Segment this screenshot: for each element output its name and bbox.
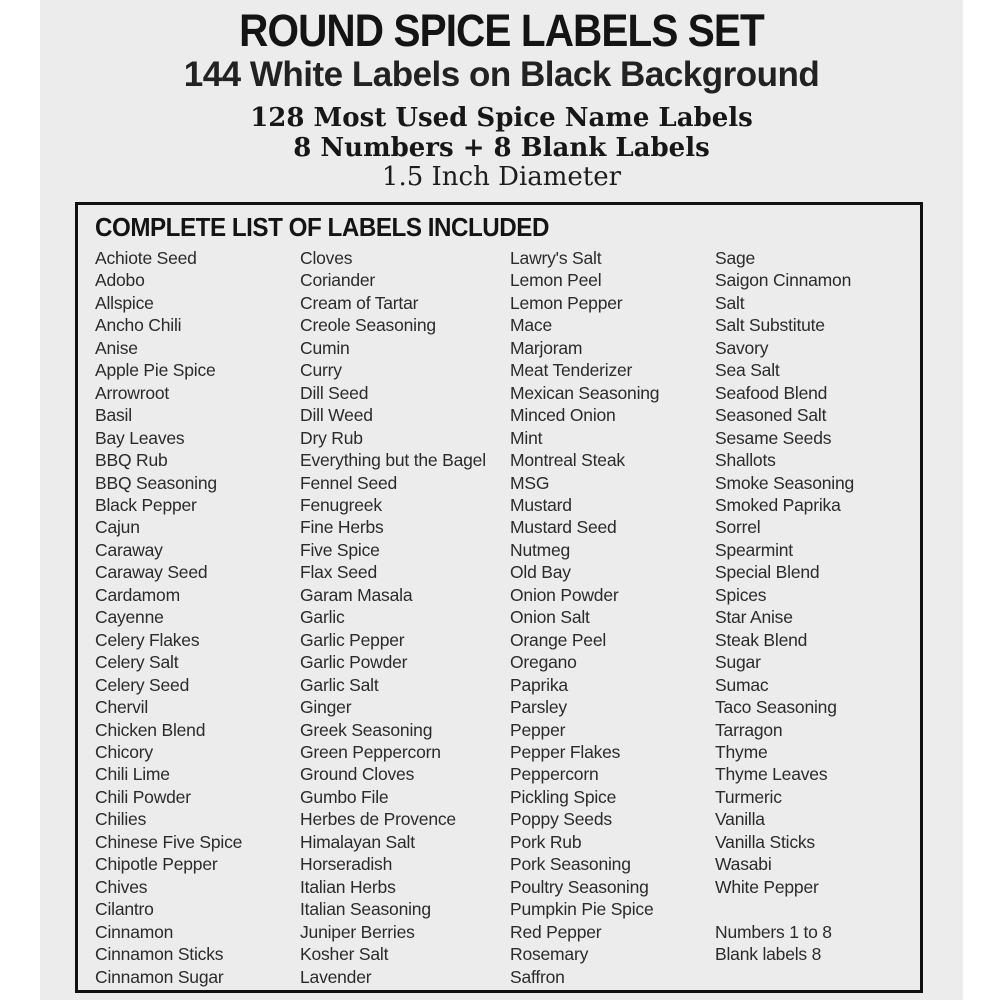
spice-label-item: Pumpkin Pie Spice <box>510 899 654 920</box>
spice-label-item: Seasoned Salt <box>715 405 827 426</box>
spice-label-item: Cream of Tartar <box>300 292 419 313</box>
spice-label-item: Cloves <box>300 248 353 268</box>
spice-label-item: Special Blend <box>715 562 820 583</box>
spice-label-item: Saffron <box>510 966 565 987</box>
spice-label-item: Nutmeg <box>510 539 571 560</box>
spice-label-item: Lavender <box>300 966 372 987</box>
spice-label-item: Vanilla Sticks <box>715 831 815 852</box>
spice-label-item: Apple Pie Spice <box>95 360 216 381</box>
spice-label-item: Blank labels 8 <box>715 944 822 965</box>
feature-line-spice-count: 128 Most Used Spice Name Labels <box>250 103 753 133</box>
spice-label-item: Pork Rub <box>510 831 582 852</box>
spice-label-item: Saigon Cinnamon <box>715 270 852 291</box>
label-columns <box>78 247 920 988</box>
spice-label-item: Chives <box>95 876 148 897</box>
spice-label-item: Cinnamon <box>95 921 174 942</box>
spice-label-item: Pepper Flakes <box>510 741 621 762</box>
spice-label-item: Celery Salt <box>95 652 179 673</box>
spice-label-item: Garlic Salt <box>300 674 379 695</box>
feature-line-diameter: 1.5 Inch Diameter <box>381 162 622 192</box>
label-list-box <box>75 202 923 993</box>
spice-label-item: Paprika <box>510 674 568 695</box>
spice-label-item: BBQ Rub <box>95 450 168 471</box>
spice-label-item: Arrowroot <box>95 382 170 403</box>
spice-label-item: Garlic <box>300 607 345 628</box>
spice-label-item: Thyme Leaves <box>715 764 828 785</box>
spice-label-item: BBQ Seasoning <box>95 472 217 493</box>
spice-label-item: Tarragon <box>715 719 783 740</box>
spice-label-item: Fennel Seed <box>300 472 398 493</box>
label-column-2 <box>300 247 510 988</box>
label-column-1 <box>95 247 300 988</box>
spice-label-item: Sugar <box>715 652 761 673</box>
spice-label-item: Mace <box>510 315 552 336</box>
spice-label-item: Taco Seasoning <box>715 697 837 718</box>
feature-line-numbers-blanks: 8 Numbers + 8 Blank Labels <box>293 133 710 163</box>
spice-label-item: Sesame Seeds <box>715 427 832 448</box>
spice-label-item: Horseradish <box>300 854 393 875</box>
spice-label-item: Marjoram <box>510 337 583 358</box>
spice-label-item: Greek Seasoning <box>300 719 433 740</box>
spice-label-item: Ginger <box>300 697 352 718</box>
label-column-3 <box>510 247 715 988</box>
spice-label-item: Black Pepper <box>95 494 197 515</box>
spice-label-item: Salt <box>715 292 745 313</box>
spice-label-item: Vanilla <box>715 809 765 830</box>
spice-label-item: Himalayan Salt <box>300 831 415 852</box>
spice-label-item: Numbers 1 to 8 <box>715 921 832 942</box>
spice-label-item: Chinese Five Spice <box>95 831 243 852</box>
spice-label-item: Garlic Powder <box>300 652 408 673</box>
spice-label-item: Achiote Seed <box>95 248 197 268</box>
spice-label-item: Old Bay <box>510 562 571 583</box>
spice-label-item: Garlic Pepper <box>300 629 405 650</box>
spice-label-item: Turmeric <box>715 786 782 807</box>
spice-label-item: Italian Herbs <box>300 876 396 897</box>
spice-label-item: Lemon Peel <box>510 270 602 291</box>
spice-label-item: Pork Seasoning <box>510 854 631 875</box>
spice-label-item: Ground Cloves <box>300 764 415 785</box>
spice-label-item: Curry <box>300 360 342 381</box>
spice-label-item: Cardamom <box>95 584 180 605</box>
spice-label-item: Basil <box>95 405 132 426</box>
spice-label-item: Everything but the Bagel <box>300 450 486 471</box>
spice-label-item: Peppercorn <box>510 764 599 785</box>
spice-label-item: Cinnamon Sticks <box>95 944 224 965</box>
spice-label-item: Thyme <box>715 741 768 762</box>
list-box-heading: COMPLETE LIST OF LABELS INCLUDED <box>95 212 549 242</box>
spice-label-item: Allspice <box>95 292 154 313</box>
spice-label-item: Herbes de Provence <box>300 809 456 830</box>
spice-label-item: Parsley <box>510 697 567 718</box>
spice-label-item: Shallots <box>715 450 776 471</box>
spice-label-item: Wasabi <box>715 854 772 875</box>
spice-label-item: Poultry Seasoning <box>510 876 649 897</box>
spice-label-item: Chili Powder <box>95 786 191 807</box>
spice-label-item: Pickling Spice <box>510 786 617 807</box>
spice-label-item: Sumac <box>715 674 769 695</box>
spice-label-item: Bay Leaves <box>95 427 185 448</box>
spice-label-item: Mint <box>510 427 543 448</box>
spice-label-item: Five Spice <box>300 539 380 560</box>
label-sheet-background <box>40 0 963 1000</box>
spice-label-item: Dry Rub <box>300 427 363 448</box>
spice-label-item: Chilies <box>95 809 147 830</box>
spice-label-item: Coriander <box>300 270 376 291</box>
spice-label-item: Minced Onion <box>510 405 616 426</box>
spice-label-item: Savory <box>715 337 769 358</box>
spice-label-item: Chili Lime <box>95 764 170 785</box>
spice-label-item: Fine Herbs <box>300 517 384 538</box>
spice-label-item: Seafood Blend <box>715 382 828 403</box>
spice-label-item: Anise <box>95 337 138 358</box>
spice-label-item: Spices <box>715 584 767 605</box>
spice-label-item: Cinnamon Sugar <box>95 966 224 987</box>
spice-label-item: Cayenne <box>95 607 164 628</box>
spice-label-item: Lawry's Salt <box>510 248 602 268</box>
spice-label-item: Dill Weed <box>300 405 373 426</box>
spice-label-item: Poppy Seeds <box>510 809 612 830</box>
spice-label-item: Fenugreek <box>300 494 382 515</box>
spice-label-item: Onion Powder <box>510 584 619 605</box>
spice-label-item: Ancho Chili <box>95 315 182 336</box>
spice-label-item: Smoke Seasoning <box>715 472 855 493</box>
spice-label-item: Salt Substitute <box>715 315 825 336</box>
spice-label-item: Smoked Paprika <box>715 494 841 515</box>
spice-label-item: Sea Salt <box>715 360 780 381</box>
spice-label-item: Flax Seed <box>300 562 377 583</box>
spice-label-item: Sorrel <box>715 517 761 538</box>
spice-label-item: Chervil <box>95 697 149 718</box>
spice-label-item: Kosher Salt <box>300 944 389 965</box>
spice-label-item: Caraway Seed <box>95 562 208 583</box>
spice-label-item: Rosemary <box>510 944 589 965</box>
spice-label-item: Chicory <box>95 741 153 762</box>
spice-label-item: Chicken Blend <box>95 719 206 740</box>
spice-label-item: Sage <box>715 248 756 268</box>
header <box>40 6 963 191</box>
spice-label-item: Onion Salt <box>510 607 590 628</box>
spice-label-item: Green Peppercorn <box>300 741 441 762</box>
spice-label-item: Celery Seed <box>95 674 190 695</box>
spice-label-item: Oregano <box>510 652 577 673</box>
spice-label-item: Spearmint <box>715 539 793 560</box>
spice-label-item: Mustard <box>510 494 572 515</box>
spice-label-item: Cumin <box>300 337 350 358</box>
spice-label-item: Celery Flakes <box>95 629 200 650</box>
spice-label-item: Juniper Berries <box>300 921 415 942</box>
spice-label-item: Montreal Steak <box>510 450 625 471</box>
spice-label-item: Creole Seasoning <box>300 315 436 336</box>
blank-spacer <box>715 898 920 920</box>
spice-label-item: Orange Peel <box>510 629 607 650</box>
spice-label-item: Dill Seed <box>300 382 369 403</box>
spice-label-item: Steak Blend <box>715 629 808 650</box>
page-title: ROUND SPICE LABELS SET <box>239 5 764 56</box>
spice-label-item: Garam Masala <box>300 584 413 605</box>
spice-label-item: MSG <box>510 472 550 493</box>
spice-label-item: Gumbo File <box>300 786 389 807</box>
spice-label-item: Caraway <box>95 539 163 560</box>
spice-label-item: Cilantro <box>95 899 154 920</box>
spice-label-item: Lemon Pepper <box>510 292 623 313</box>
label-column-4 <box>715 247 920 988</box>
spice-label-item: Cajun <box>95 517 140 538</box>
spice-label-item: Chipotle Pepper <box>95 854 218 875</box>
spice-label-item: Mustard Seed <box>510 517 617 538</box>
spice-label-item: White Pepper <box>715 876 819 897</box>
spice-label-item: Adobo <box>95 270 145 291</box>
spice-label-item: Star Anise <box>715 607 793 628</box>
spice-label-item: Pepper <box>510 719 566 740</box>
spice-label-item: Meat Tenderizer <box>510 360 633 381</box>
spice-label-item: Red Pepper <box>510 921 602 942</box>
subtitle: 144 White Labels on Black Background <box>183 55 820 94</box>
spice-label-item: Mexican Seasoning <box>510 382 660 403</box>
spice-label-item: Italian Seasoning <box>300 899 431 920</box>
